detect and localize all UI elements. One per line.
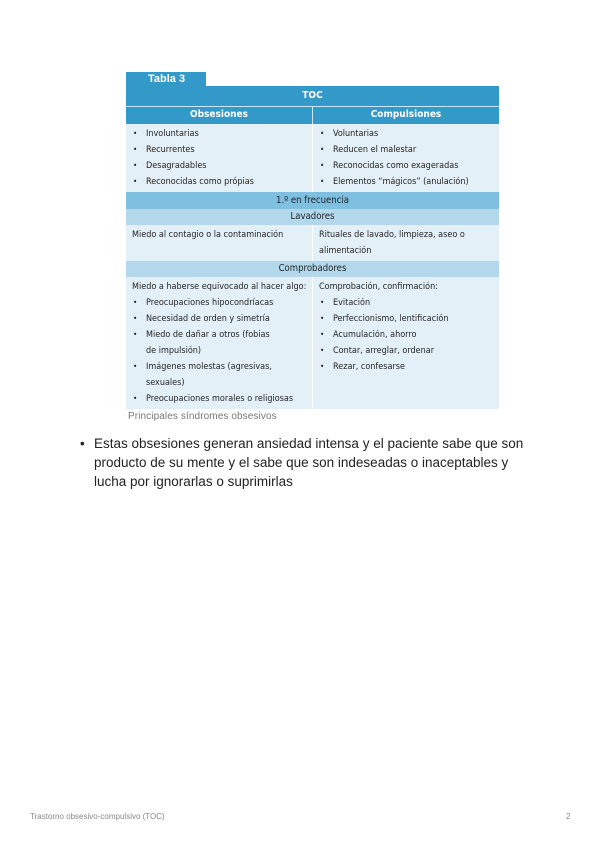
list-item: • Evitación [319,295,499,311]
list-item: • Preocupaciones morales o religiosas [132,391,312,407]
list-item: • Perfeccionismo, lentificación [319,311,499,327]
list-item: • Imágenes molestas (agresivas, sexuales) [132,359,312,391]
lavadores-left: Miedo al contagio o la contaminación [126,225,313,261]
comprobadores-right-intro: Comprobación, confirmación: [319,282,438,292]
header-compulsiones: Compulsiones [313,107,499,124]
comprobadores-left [126,277,313,409]
obsesiones-list [132,126,312,190]
compulsiones-list [319,126,499,190]
frecuencia-row: 1.º en frecuencia [126,192,499,209]
column-headers [126,106,499,124]
list-item: • Desagradables [132,158,312,174]
comprobadores-right-list [319,295,499,375]
list-item: • Voluntarias [319,126,499,142]
table-figure [126,72,499,422]
list-item: • Acumulación, ahorro [319,327,499,343]
comprobadores-header: Comprobadores [126,261,499,277]
list-item: • Contar, arreglar, ordenar [319,343,499,359]
list-item: • Reducen el malestar [319,142,499,158]
lavadores-header: Lavadores [126,209,499,225]
body-bullet-item: • Estas obsesiones generan ansiedad intensa y el paciente sabe que son producto de su mente y el sabe que son indeseadas o inaceptables y lucha por ignorarlas o suprimirlas [94,434,530,491]
obsesiones-cell [126,124,313,192]
list-item: • Elementos “mágicos” (anulación) [319,174,499,190]
comprobadores-left-intro: Miedo a haberse equivocado al hacer algo: [132,282,307,292]
page-number: 2 [566,812,571,821]
header-obsesiones: Obsesiones [126,107,312,124]
table-title: TOC [126,86,499,106]
list-item: • Rezar, confesarse [319,359,499,375]
list-item: • Involuntarias [132,126,312,142]
comprobadores-left-list [132,295,312,407]
list-item: • Recurrentes [132,142,312,158]
table-label: Tabla 3 [126,72,206,86]
list-item: • Necesidad de orden y simetría [132,311,312,327]
body-bullet-list [80,434,530,491]
compulsiones-cell [313,124,499,192]
list-item: • Miedo de dañar a otros (fobias de impulsión) [132,327,312,359]
list-item: • Reconocidas como exageradas [319,158,499,174]
list-item: • Reconocidas como própias [132,174,312,190]
lavadores-right: Rituales de lavado, limpieza, aseo o alimentación [319,230,465,256]
footer-title: Trastorno obsesivo-compulsivo (TOC) [30,812,165,821]
table-caption: Principales síndromes obsesivos [128,411,277,422]
list-item: • Preocupaciones hipocondríacas [132,295,312,311]
toc-table [126,86,499,409]
row-comprobadores [126,277,499,409]
row-characteristics [126,124,499,192]
body-paragraph [80,434,530,491]
row-lavadores [126,225,499,261]
comprobadores-right [313,277,499,409]
